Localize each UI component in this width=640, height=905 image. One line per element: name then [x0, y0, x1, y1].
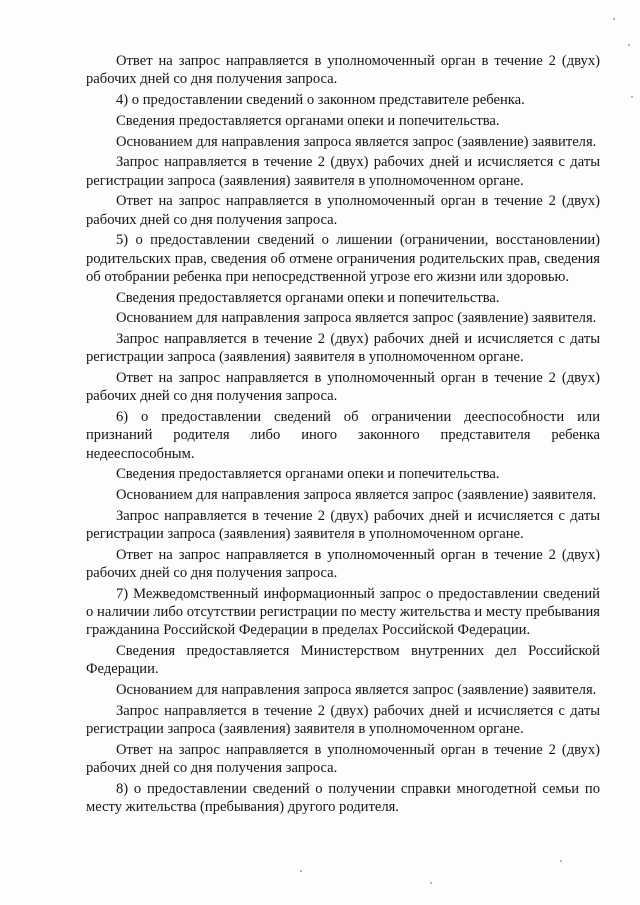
scan-speck: [628, 44, 630, 46]
paragraph-item-6: 6) о предоставлении сведений об ограничении дееспособности или признаний родителя либо иного законного представителя ребенка недееспособным.: [86, 409, 600, 462]
paragraph-provider: Сведения предоставляется органами опеки и попечительства.: [116, 112, 500, 129]
paragraph-basis: Основанием для направления запроса является запрос (заявление) заявителя.: [116, 133, 597, 150]
scan-speck: [300, 870, 302, 872]
paragraph-item-8: 8) о предоставлении сведений о получении справки многодетной семьи по месту жительства (пребывания) другого родителя.: [86, 780, 600, 816]
paragraph-basis: Основанием для направления запроса является запрос (заявление) заявителя.: [116, 682, 597, 699]
paragraph-provider: Сведения предоставляется Министерством внутренних дел Российской Федерации.: [86, 643, 600, 678]
paragraph-basis: Основанием для направления запроса является запрос (заявление) заявителя.: [116, 310, 597, 327]
scan-speck: [430, 882, 432, 884]
paragraph-request-deadline: Запрос направляется в течение 2 (двух) рабочих дней и исчисляется с даты регистрации запроса (заявления) заявителя в уполномоченном органе.: [86, 154, 600, 189]
paragraph-item-7: 7) Межведомственный информационный запрос о предоставлении сведений о наличии либо отсутствии регистрации по месту жительства и месту пребывания гражданина Российской Федерации в пределах Российской Федерации.: [86, 585, 600, 639]
paragraph-basis: Основанием для направления запроса является запрос (заявление) заявителя.: [116, 487, 597, 504]
paragraph-request-deadline: Запрос направляется в течение 2 (двух) рабочих дней и исчисляется с даты регистрации запроса (заявления) заявителя в уполномоченном органе.: [86, 331, 600, 366]
scan-speck: [631, 96, 633, 98]
paragraph-item-5: 5) о предоставлении сведений о лишении (ограничении, восстановлении) родительских прав, сведения об отмене ограничения родительских прав, сведения об отобрании ребенка при непосредственной угрозе его жизни или здоровью.: [86, 232, 600, 285]
document-body: [86, 52, 600, 819]
scan-speck: [560, 860, 562, 862]
paragraph-response-deadline: Ответ на запрос направляется в уполномоченный орган в течение 2 (двух) рабочих дней со дня получения запроса.: [86, 546, 600, 582]
paragraph-request-deadline: Запрос направляется в течение 2 (двух) рабочих дней и исчисляется с даты регистрации запроса (заявления) заявителя в уполномоченном органе.: [86, 507, 600, 543]
paragraph-item-4: 4) о предоставлении сведений о законном представителе ребенка.: [116, 92, 525, 108]
paragraph-response-deadline: Ответ на запрос направляется в уполномоченный орган в течение 2 (двух) рабочих дней со дня получения запроса.: [86, 53, 600, 88]
paragraph-provider: Сведения предоставляется органами опеки и попечительства.: [116, 289, 500, 306]
paragraph-provider: Сведения предоставляется органами опеки и попечительства.: [116, 466, 500, 483]
paragraph-response-deadline: Ответ на запрос направляется в уполномоченный орган в течение 2 (двух) рабочих дней со дня получения запроса.: [86, 193, 600, 228]
paragraph-response-deadline: Ответ на запрос направляется в уполномоченный орган в течение 2 (двух) рабочих дней со дня получения запроса.: [86, 370, 600, 405]
paragraph-request-deadline: Запрос направляется в течение 2 (двух) рабочих дней и исчисляется с даты регистрации запроса (заявления) заявителя в уполномоченном органе.: [86, 702, 600, 738]
scan-speck: [613, 18, 615, 20]
paragraph-response-deadline: Ответ на запрос направляется в уполномоченный орган в течение 2 (двух) рабочих дней со дня получения запроса.: [86, 741, 600, 777]
